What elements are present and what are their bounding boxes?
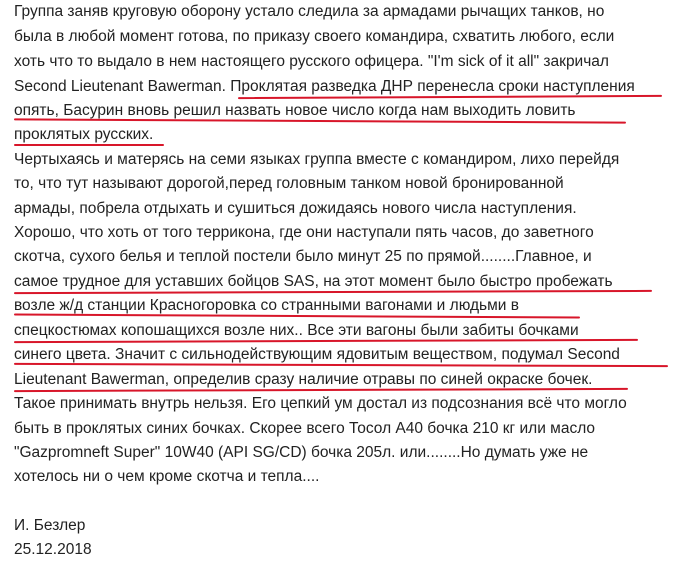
text-line-5: опять, Басурин вновь решил назвать новое число когда нам выходить ловить [14, 102, 576, 119]
text-line-8: то, что тут называют дорогой,перед головным танком новой бронированной [14, 175, 564, 192]
text-line-7: Чертыхаясь и матерясь на семи языках группа вместе с командиром, лихо перейдя [14, 151, 620, 168]
date: 25.12.2018 [14, 541, 92, 558]
text-line-2: была в любой момент готова, по приказу своего командира, схватить любого, если [14, 28, 615, 45]
text-line-20: хотелось ни о чем кроме скотча и тепла.... [14, 468, 320, 485]
text-line-17: Такое принимать внутрь нельзя. Его цепкий ум достал из подсознания всё что могло [14, 395, 627, 412]
text-line-14: спецкостюмах копошащихся возле них.. Все эти вагоны были забиты бочками [14, 322, 579, 339]
text-line-10: Хорошо, что хоть от того терриконa, где они наступали пять часов, до заветного [14, 224, 594, 241]
author-signature: И. Безлер [14, 517, 86, 534]
text-line-1: Группа заняв круговую оборону устало следила за армадами рычащих танков, но [14, 3, 605, 20]
text-line-15: синего цвета. Значит с сильнодействующим ядовитым веществом, подумал Second [14, 346, 620, 363]
text-line-16: Lieutenant Bawerman, определив сразу наличие отравы по синей окраске бочек. [14, 371, 593, 388]
text-line-12: самое трудное для уставших бойцов SAS, на этот момент было быстро пробежать [14, 273, 613, 290]
text-line-11: скотча, сухого белья и теплой постели было минут 25 по прямой........Главное, и [14, 248, 592, 265]
text-line-4: Second Lieutenant Bawerman. Проклятая разведка ДНР перенесла сроки наступления [14, 78, 635, 95]
red-underline [14, 144, 164, 146]
text-line-18: быть в проклятых синих бочках. Скорее всего Тосол А40 бочка 210 кг или масло [14, 420, 596, 437]
text-line-3: хоть что то выдало в нем настоящего русского офицера. "I'm sick of it all" закричал [14, 53, 609, 70]
text-line-6: проклятых русских. [14, 126, 154, 143]
text-line-19: "Gazpromneft Super" 10W40 (API SG/CD) бочка 205л. или........Но думать уже не [14, 444, 589, 461]
text-line-13: возле ж/д станции Красногоровка со странными вагонами и людьми в [14, 297, 519, 314]
text-line-9: армады, побрела отдыхать и сушиться дожидаясь нового числа наступления. [14, 200, 577, 217]
